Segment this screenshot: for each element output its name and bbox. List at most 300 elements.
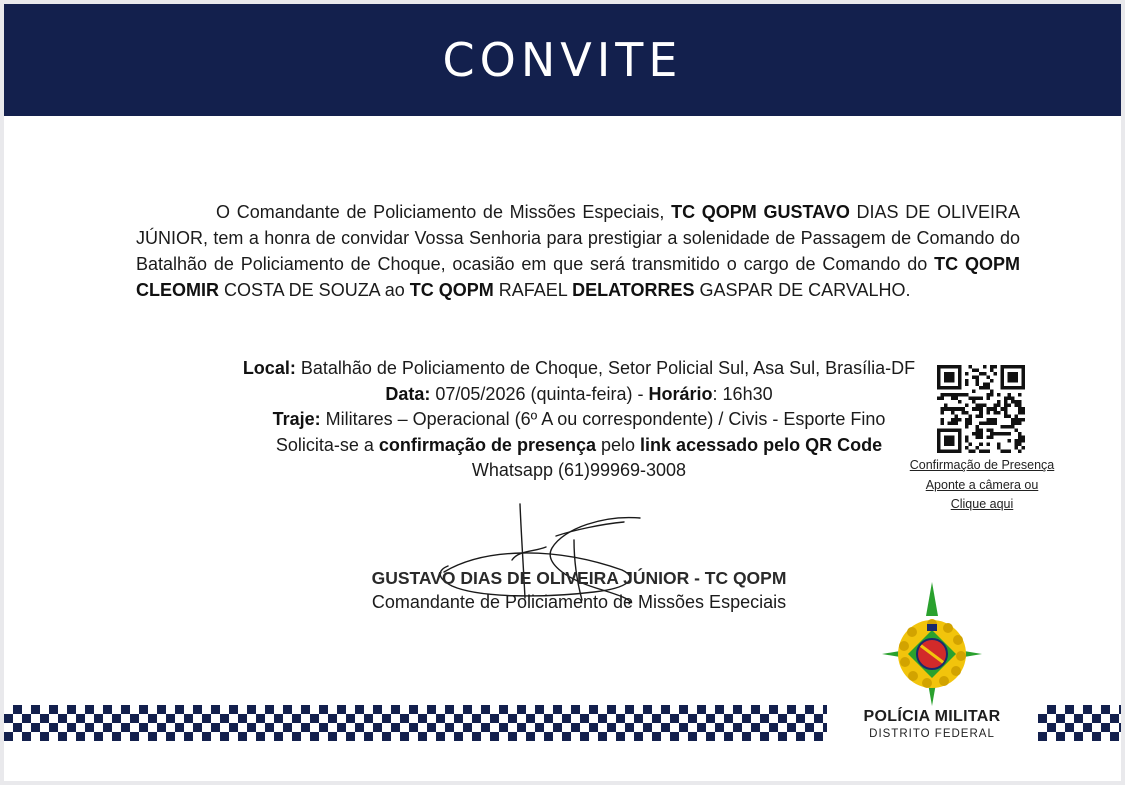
- qr-module: [958, 439, 962, 443]
- qr-module: [969, 442, 973, 446]
- qr-caption-line[interactable]: Clique aqui: [950, 497, 1014, 511]
- qr-module: [986, 418, 990, 422]
- qr-module: [1021, 446, 1025, 450]
- qr-module: [958, 428, 962, 432]
- qr-module: [1000, 449, 1004, 453]
- header-banner: [4, 4, 1121, 116]
- qr-module: [1007, 404, 1011, 408]
- qr-module: [1018, 400, 1022, 404]
- qr-module: [1014, 386, 1018, 390]
- qr-module: [1004, 404, 1008, 408]
- qr-module: [990, 421, 994, 425]
- qr-module: [965, 435, 969, 439]
- qr-module: [969, 449, 973, 453]
- qr-module: [979, 435, 983, 439]
- qr-module: [1021, 439, 1025, 443]
- qr-module: [955, 397, 959, 401]
- qr-module: [958, 432, 962, 436]
- checkered-band-left: [4, 705, 827, 741]
- signer-name: GUSTAVO DIAS DE OLIVEIRA JÚNIOR - TC QOPM: [371, 568, 787, 588]
- qr-module: [1018, 439, 1022, 443]
- qr-module: [993, 432, 997, 436]
- invitation-text: RAFAEL: [493, 280, 573, 300]
- qr-module: [979, 432, 983, 436]
- invitation-text: GASPAR DE CARVALHO.: [694, 280, 911, 300]
- qr-module: [986, 428, 990, 432]
- qr-module: [965, 379, 969, 383]
- qr-module: [1004, 400, 1008, 404]
- qr-module: [990, 418, 994, 422]
- qr-module: [993, 404, 997, 408]
- qr-module: [1018, 393, 1022, 397]
- qr-module: [962, 393, 966, 397]
- qr-module: [1004, 432, 1008, 436]
- qr-module: [986, 449, 990, 453]
- qr-module: [965, 446, 969, 450]
- qr-module: [958, 383, 962, 387]
- qr-module: [979, 386, 983, 390]
- qr-module: [969, 418, 973, 422]
- qr-module: [955, 421, 959, 425]
- qr-module: [941, 386, 945, 390]
- qr-module: [951, 428, 955, 432]
- qr-module: [997, 442, 1001, 446]
- qr-module: [976, 425, 980, 429]
- qr-code[interactable]: [937, 365, 1025, 453]
- signature-block: [254, 566, 904, 614]
- qr-module: [941, 449, 945, 453]
- qr-module: [958, 372, 962, 376]
- qr-module: [976, 404, 980, 408]
- qr-module: [951, 439, 955, 443]
- qr-module: [1014, 379, 1018, 383]
- qr-module: [1011, 397, 1015, 401]
- qr-module: [1011, 372, 1015, 376]
- qr-module: [986, 411, 990, 415]
- qr-module: [944, 372, 948, 376]
- qr-module: [1014, 428, 1018, 432]
- qr-module: [997, 446, 1001, 450]
- invitation-paragraph: [136, 199, 1020, 303]
- qr-module: [997, 393, 1001, 397]
- qr-module: [986, 435, 990, 439]
- qr-module: [1000, 379, 1004, 383]
- qr-module: [976, 369, 980, 373]
- qr-module: [1021, 369, 1025, 373]
- qr-module: [969, 421, 973, 425]
- rsvp-text: Solicita-se a: [275, 434, 379, 455]
- qr-module: [990, 369, 994, 373]
- qr-module: [941, 428, 945, 432]
- qr-module: [958, 379, 962, 383]
- invitation-bold: TC QOPM GUSTAVO: [671, 202, 850, 222]
- qr-module: [1018, 435, 1022, 439]
- qr-module: [944, 379, 948, 383]
- qr-module: [1014, 414, 1018, 418]
- qr-module: [1011, 365, 1015, 369]
- qr-module: [937, 369, 941, 373]
- qr-caption-line[interactable]: Aponte a câmera ou: [925, 477, 1039, 492]
- qr-module: [979, 372, 983, 376]
- qr-module: [1014, 365, 1018, 369]
- qr-module: [1021, 435, 1025, 439]
- dress-code-row: [204, 407, 954, 433]
- qr-module: [1007, 414, 1011, 418]
- invitation-bold: TC QOPM: [409, 280, 494, 300]
- qr-module: [1014, 442, 1018, 446]
- qr-module: [1000, 369, 1004, 373]
- qr-module: [979, 414, 983, 418]
- qr-module: [1004, 386, 1008, 390]
- qr-module: [983, 404, 987, 408]
- qr-module: [976, 383, 980, 387]
- qr-module: [937, 449, 941, 453]
- qr-module: [948, 365, 952, 369]
- event-details: [204, 356, 954, 484]
- qr-module: [1000, 425, 1004, 429]
- qr-module: [951, 435, 955, 439]
- qr-module: [951, 442, 955, 446]
- qr-module: [976, 407, 980, 411]
- organization-logo-text: [844, 707, 1020, 741]
- qr-module: [1018, 418, 1022, 422]
- qr-module: [976, 428, 980, 432]
- qr-module: [937, 376, 941, 380]
- qr-module: [948, 442, 952, 446]
- invitation-text: O Comandante de Policiamento de Missões Especiais,: [216, 202, 672, 222]
- qr-module: [1007, 365, 1011, 369]
- time-value: : 16h30: [712, 383, 773, 404]
- qr-module: [1007, 432, 1011, 436]
- qr-module: [958, 449, 962, 453]
- qr-module: [951, 379, 955, 383]
- qr-module: [979, 428, 983, 432]
- qr-module: [972, 369, 976, 373]
- qr-module: [965, 421, 969, 425]
- qr-module: [951, 411, 955, 415]
- qr-module: [993, 372, 997, 376]
- organization-subtitle: DISTRITO FEDERAL: [869, 728, 995, 740]
- qr-module: [948, 386, 952, 390]
- time-label: Horário: [648, 383, 713, 404]
- qr-module: [1021, 411, 1025, 415]
- qr-module: [976, 379, 980, 383]
- qr-module: [972, 449, 976, 453]
- qr-module: [983, 449, 987, 453]
- qr-module: [1004, 365, 1008, 369]
- qr-module: [1014, 439, 1018, 443]
- qr-module: [990, 379, 994, 383]
- qr-module: [948, 439, 952, 443]
- invitation-card: [4, 4, 1121, 781]
- qr-module: [972, 390, 976, 394]
- qr-module: [1004, 397, 1008, 401]
- organization-name: POLÍCIA MILITAR: [863, 708, 1001, 725]
- qr-module: [1000, 432, 1004, 436]
- qr-module: [958, 400, 962, 404]
- qr-caption-link[interactable]: [899, 456, 1065, 515]
- qr-module: [937, 372, 941, 376]
- qr-module: [997, 432, 1001, 436]
- qr-module: [937, 446, 941, 450]
- qr-module: [1018, 404, 1022, 408]
- qr-module: [1011, 379, 1015, 383]
- qr-module: [1021, 386, 1025, 390]
- qr-module: [1007, 376, 1011, 380]
- qr-module: [976, 435, 980, 439]
- qr-module: [944, 442, 948, 446]
- qr-module: [1000, 386, 1004, 390]
- qr-module: [986, 442, 990, 446]
- qr-module: [1007, 393, 1011, 397]
- qr-module: [958, 365, 962, 369]
- qr-module: [1014, 421, 1018, 425]
- qr-module: [983, 383, 987, 387]
- qr-module: [951, 418, 955, 422]
- qr-module: [944, 449, 948, 453]
- qr-module: [986, 393, 990, 397]
- qr-module: [986, 407, 990, 411]
- qr-module: [1014, 404, 1018, 408]
- qr-module: [937, 442, 941, 446]
- qr-module: [958, 418, 962, 422]
- qr-module: [1014, 446, 1018, 450]
- qr-module: [1004, 411, 1008, 415]
- qr-module: [1011, 386, 1015, 390]
- qr-module: [951, 372, 955, 376]
- qr-module: [1018, 407, 1022, 411]
- qr-module: [965, 411, 969, 415]
- qr-module: [944, 439, 948, 443]
- qr-module: [941, 411, 945, 415]
- qr-module: [990, 390, 994, 394]
- qr-module: [983, 421, 987, 425]
- qr-module: [990, 365, 994, 369]
- qr-module: [972, 376, 976, 380]
- qr-module: [993, 421, 997, 425]
- qr-module: [948, 435, 952, 439]
- rsvp-text: pelo: [596, 434, 641, 455]
- qr-module: [979, 407, 983, 411]
- qr-module: [937, 432, 941, 436]
- qr-module: [958, 376, 962, 380]
- qr-module: [986, 386, 990, 390]
- qr-module: [1018, 386, 1022, 390]
- qr-module: [937, 365, 941, 369]
- qr-module: [1014, 372, 1018, 376]
- qr-module: [962, 411, 966, 415]
- qr-module: [993, 365, 997, 369]
- checkered-band-right: [1038, 705, 1121, 741]
- date-value: 07/05/2026 (quinta-feira) -: [430, 383, 649, 404]
- qr-caption-line[interactable]: Confirmação de Presença: [909, 458, 1055, 472]
- qr-module: [951, 449, 955, 453]
- qr-module: [972, 407, 976, 411]
- qr-module: [1014, 400, 1018, 404]
- qr-module: [937, 439, 941, 443]
- qr-module: [1018, 432, 1022, 436]
- qr-module: [965, 425, 969, 429]
- qr-module: [937, 435, 941, 439]
- qr-module: [983, 372, 987, 376]
- qr-module: [941, 397, 945, 401]
- qr-module: [986, 383, 990, 387]
- dress-code-value: Militares – Operacional (6º A ou correspondente) / Civis - Esporte Fino: [320, 409, 886, 429]
- qr-module: [937, 386, 941, 390]
- rsvp-row: [204, 433, 954, 459]
- qr-module: [962, 407, 966, 411]
- qr-module: [986, 376, 990, 380]
- qr-module: [937, 383, 941, 387]
- qr-module: [1014, 376, 1018, 380]
- qr-module: [958, 393, 962, 397]
- qr-module: [986, 421, 990, 425]
- qr-module: [958, 446, 962, 450]
- qr-module: [976, 376, 980, 380]
- qr-module: [951, 393, 955, 397]
- qr-module: [1021, 407, 1025, 411]
- qr-module: [937, 428, 941, 432]
- rsvp-bold: confirmação de presença: [378, 434, 596, 455]
- qr-module: [948, 407, 952, 411]
- qr-module: [969, 414, 973, 418]
- qr-module: [965, 404, 969, 408]
- qr-module: [990, 432, 994, 436]
- qr-module: [948, 376, 952, 380]
- qr-module: [1018, 421, 1022, 425]
- qr-module: [1021, 372, 1025, 376]
- qr-module: [951, 365, 955, 369]
- invitation-text: DIAS DE OLIVEIRA JÚNIOR, tem a honra de convidar Vossa Senhoria para prestigiar a solenidade de Passagem de Comando do Batalhão de Policiamento de Choque, ocasião em que será transmitido o cargo de Comando do: [136, 202, 1020, 274]
- qr-module: [955, 449, 959, 453]
- qr-module: [937, 397, 941, 401]
- qr-module: [951, 421, 955, 425]
- qr-module: [937, 379, 941, 383]
- invitation-bold: TC QOPM CLEOMIR: [136, 254, 1020, 300]
- qr-module: [993, 411, 997, 415]
- qr-module: [955, 407, 959, 411]
- qr-module: [997, 411, 1001, 415]
- qr-module: [983, 386, 987, 390]
- qr-module: [1021, 379, 1025, 383]
- date-row: [204, 382, 954, 408]
- date-label: Data:: [385, 383, 431, 404]
- qr-module: [1007, 449, 1011, 453]
- qr-module: [969, 365, 973, 369]
- invitation-bold: DELATORRES: [572, 280, 695, 300]
- qr-module: [948, 379, 952, 383]
- qr-module: [1021, 418, 1025, 422]
- qr-module: [969, 397, 973, 401]
- qr-module: [972, 400, 976, 404]
- qr-module: [948, 372, 952, 376]
- qr-module: [941, 418, 945, 422]
- qr-module: [948, 428, 952, 432]
- qr-module: [944, 404, 948, 408]
- qr-module: [1007, 439, 1011, 443]
- qr-module: [979, 421, 983, 425]
- qr-module: [944, 376, 948, 380]
- rsvp-bold: link acessado pelo QR Code: [640, 434, 883, 455]
- qr-module: [1000, 407, 1004, 411]
- qr-module: [941, 421, 945, 425]
- qr-module: [1000, 372, 1004, 376]
- qr-module: [958, 386, 962, 390]
- qr-module: [990, 393, 994, 397]
- qr-module: [976, 432, 980, 436]
- qr-module: [965, 372, 969, 376]
- qr-module: [997, 400, 1001, 404]
- signer-role: Comandante de Policiamento de Missões Especiais: [371, 592, 787, 612]
- qr-module: [941, 407, 945, 411]
- qr-module: [990, 428, 994, 432]
- qr-module: [944, 435, 948, 439]
- qr-module: [948, 421, 952, 425]
- qr-module: [976, 446, 980, 450]
- qr-module: [1007, 425, 1011, 429]
- qr-module: [1014, 418, 1018, 422]
- qr-module: [965, 383, 969, 387]
- qr-module: [1004, 425, 1008, 429]
- qr-module: [965, 393, 969, 397]
- qr-module: [1011, 400, 1015, 404]
- qr-module: [1007, 379, 1011, 383]
- qr-module: [1021, 383, 1025, 387]
- qr-module: [944, 393, 948, 397]
- qr-module: [1018, 449, 1022, 453]
- qr-module: [1004, 407, 1008, 411]
- qr-module: [944, 428, 948, 432]
- qr-module: [955, 365, 959, 369]
- qr-module: [979, 397, 983, 401]
- qr-module: [941, 393, 945, 397]
- policia-militar-emblem-icon: [882, 582, 982, 706]
- qr-module: [983, 365, 987, 369]
- qr-module: [948, 449, 952, 453]
- qr-module: [955, 428, 959, 432]
- qr-module: [993, 418, 997, 422]
- qr-module: [958, 442, 962, 446]
- qr-module: [965, 439, 969, 443]
- qr-module: [979, 442, 983, 446]
- qr-module: [1007, 386, 1011, 390]
- qr-module: [979, 404, 983, 408]
- qr-module: [965, 418, 969, 422]
- qr-module: [1018, 365, 1022, 369]
- qr-module: [1018, 442, 1022, 446]
- qr-module: [1004, 414, 1008, 418]
- qr-module: [1018, 411, 1022, 415]
- qr-module: [1021, 365, 1025, 369]
- qr-module: [990, 407, 994, 411]
- qr-module: [979, 449, 983, 453]
- qr-module: [1007, 372, 1011, 376]
- qr-module: [990, 435, 994, 439]
- qr-module: [1011, 376, 1015, 380]
- qr-module: [1004, 449, 1008, 453]
- qr-module: [1011, 418, 1015, 422]
- qr-module: [951, 397, 955, 401]
- qr-module: [976, 414, 980, 418]
- qr-module: [1011, 421, 1015, 425]
- qr-module: [979, 411, 983, 415]
- qr-module: [951, 407, 955, 411]
- qr-module: [955, 386, 959, 390]
- qr-module: [955, 393, 959, 397]
- qr-module: [1000, 365, 1004, 369]
- qr-module: [958, 407, 962, 411]
- qr-module: [976, 397, 980, 401]
